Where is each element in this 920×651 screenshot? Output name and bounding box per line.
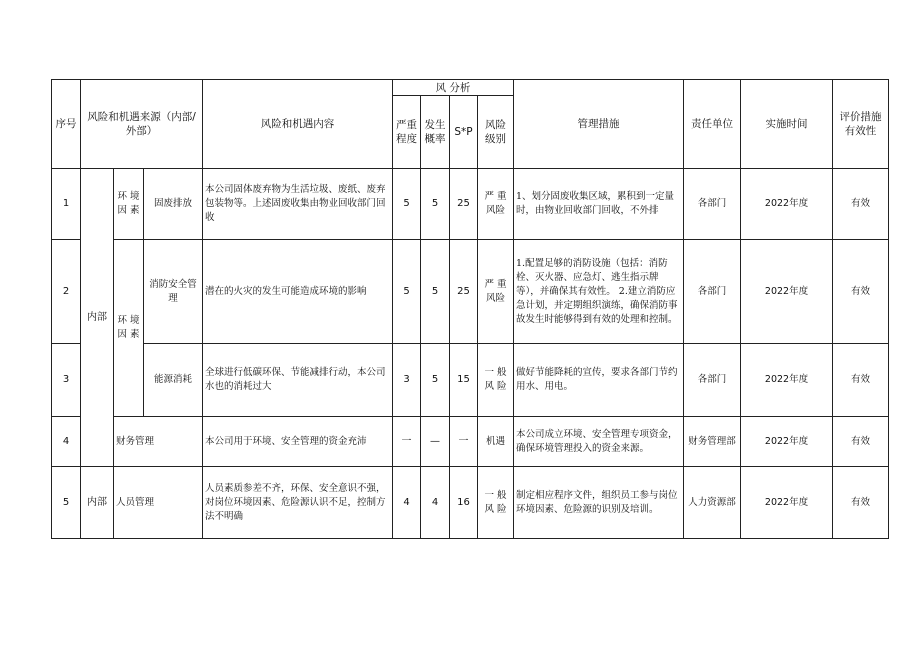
cell-p: 5 bbox=[421, 344, 450, 417]
cell-sp: 16 bbox=[450, 467, 478, 539]
cell-level: 机遇 bbox=[478, 417, 514, 467]
cell-group-internal: 内部 bbox=[81, 169, 114, 467]
cell-s: 5 bbox=[393, 169, 421, 240]
cell-effect: 有效 bbox=[833, 417, 889, 467]
cell-level: 一 般 风 险 bbox=[478, 344, 514, 417]
header-severity: 严重程度 bbox=[393, 96, 421, 169]
cell-level: 一 般 风 险 bbox=[478, 467, 514, 539]
cell-content: 人员素质参差不齐，环保、安全意识不强，对岗位环境因素、危险源认识不足，控制方法不明确 bbox=[203, 467, 393, 539]
header-source: 风险和机遇来源（内部/外部） bbox=[81, 80, 203, 169]
cell-sp: 一 bbox=[450, 417, 478, 467]
cell-level: 严 重 风险 bbox=[478, 240, 514, 344]
cell-p: 5 bbox=[421, 240, 450, 344]
cell-content: 本公司固体废弃物为生活垃圾、废纸、废弃包装物等。上述固废收集由物业回收部门回收 bbox=[203, 169, 393, 240]
header-content: 风险和机遇内容 bbox=[203, 80, 393, 169]
cell-unit: 各部门 bbox=[684, 169, 741, 240]
cell-seq: 1 bbox=[52, 169, 81, 240]
cell-sub: 能源消耗 bbox=[144, 344, 203, 417]
cell-effect: 有效 bbox=[833, 169, 889, 240]
cell-p: — bbox=[421, 417, 450, 467]
cell-measures: 制定相应程序文件，组织员工参与岗位环境因素、危险源的识别及培训。 bbox=[514, 467, 684, 539]
cell-effect: 有效 bbox=[833, 467, 889, 539]
header-time: 实施时间 bbox=[741, 80, 833, 169]
cell-p: 5 bbox=[421, 169, 450, 240]
header-unit: 责任单位 bbox=[684, 80, 741, 169]
cell-content: 潜在的火灾的发生可能造成环境的影响 bbox=[203, 240, 393, 344]
cell-env-factor: 环 境 因 素 bbox=[114, 240, 144, 417]
cell-s: 4 bbox=[393, 467, 421, 539]
header-analysis: 风 分析 bbox=[393, 80, 514, 96]
risk-opportunity-table bbox=[51, 79, 889, 539]
cell-measures: 本公司成立环境、安全管理专项资金，确保环境管理投入的资金来源。 bbox=[514, 417, 684, 467]
cell-level: 严 重 风险 bbox=[478, 169, 514, 240]
cell-unit: 各部门 bbox=[684, 240, 741, 344]
cell-measures: 1.配置足够的消防设施（包括：消防栓、灭火器、应急灯、逃生指示牌等），并确保其有效性。 2.建立消防应急计划，并定期组织演练，确保消防事故发生时能够得到有效的处理和控制。 bbox=[514, 240, 684, 344]
table-row bbox=[52, 417, 889, 467]
cell-content: 全球进行低碳环保、节能减排行动，本公司水也的消耗过大 bbox=[203, 344, 393, 417]
table-row bbox=[52, 169, 889, 240]
cell-sub: 人员管理 bbox=[114, 467, 203, 539]
cell-p: 4 bbox=[421, 467, 450, 539]
cell-env-factor: 环 境 因 素 bbox=[114, 169, 144, 240]
cell-s: 一 bbox=[393, 417, 421, 467]
cell-sp: 25 bbox=[450, 169, 478, 240]
table-row bbox=[52, 344, 889, 417]
cell-group-internal: 内部 bbox=[81, 467, 114, 539]
table-row bbox=[52, 467, 889, 539]
cell-unit: 各部门 bbox=[684, 344, 741, 417]
header-level: 风险级别 bbox=[478, 96, 514, 169]
cell-s: 5 bbox=[393, 240, 421, 344]
cell-measures: 1、划分固废收集区域，累积到一定量时，由物业回收部门回收，不外排 bbox=[514, 169, 684, 240]
cell-seq: 2 bbox=[52, 240, 81, 344]
cell-effect: 有效 bbox=[833, 240, 889, 344]
cell-sub: 财务管理 bbox=[114, 417, 203, 467]
cell-sub: 固废排放 bbox=[144, 169, 203, 240]
cell-sub: 消防安全管理 bbox=[144, 240, 203, 344]
cell-unit: 人力资源部 bbox=[684, 467, 741, 539]
cell-effect: 有效 bbox=[833, 344, 889, 417]
cell-unit: 财务管理部 bbox=[684, 417, 741, 467]
cell-seq: 4 bbox=[52, 417, 81, 467]
header-probability: 发生概率 bbox=[421, 96, 450, 169]
cell-measures: 做好节能降耗的宣传，要求各部门节约用水、用电。 bbox=[514, 344, 684, 417]
cell-sp: 25 bbox=[450, 240, 478, 344]
cell-seq: 5 bbox=[52, 467, 81, 539]
cell-time: 2022年度 bbox=[741, 417, 833, 467]
header-sp: S*P bbox=[450, 96, 478, 169]
table-row bbox=[52, 240, 889, 344]
cell-s: 3 bbox=[393, 344, 421, 417]
header-measures: 管理措施 bbox=[514, 80, 684, 169]
header-effect: 评价措施有效性 bbox=[833, 80, 889, 169]
cell-time: 2022年度 bbox=[741, 467, 833, 539]
cell-time: 2022年度 bbox=[741, 240, 833, 344]
cell-time: 2022年度 bbox=[741, 169, 833, 240]
cell-sp: 15 bbox=[450, 344, 478, 417]
cell-content: 本公司用于环境、安全管理的资金充沛 bbox=[203, 417, 393, 467]
cell-time: 2022年度 bbox=[741, 344, 833, 417]
cell-seq: 3 bbox=[52, 344, 81, 417]
header-seq: 序号 bbox=[52, 80, 81, 169]
